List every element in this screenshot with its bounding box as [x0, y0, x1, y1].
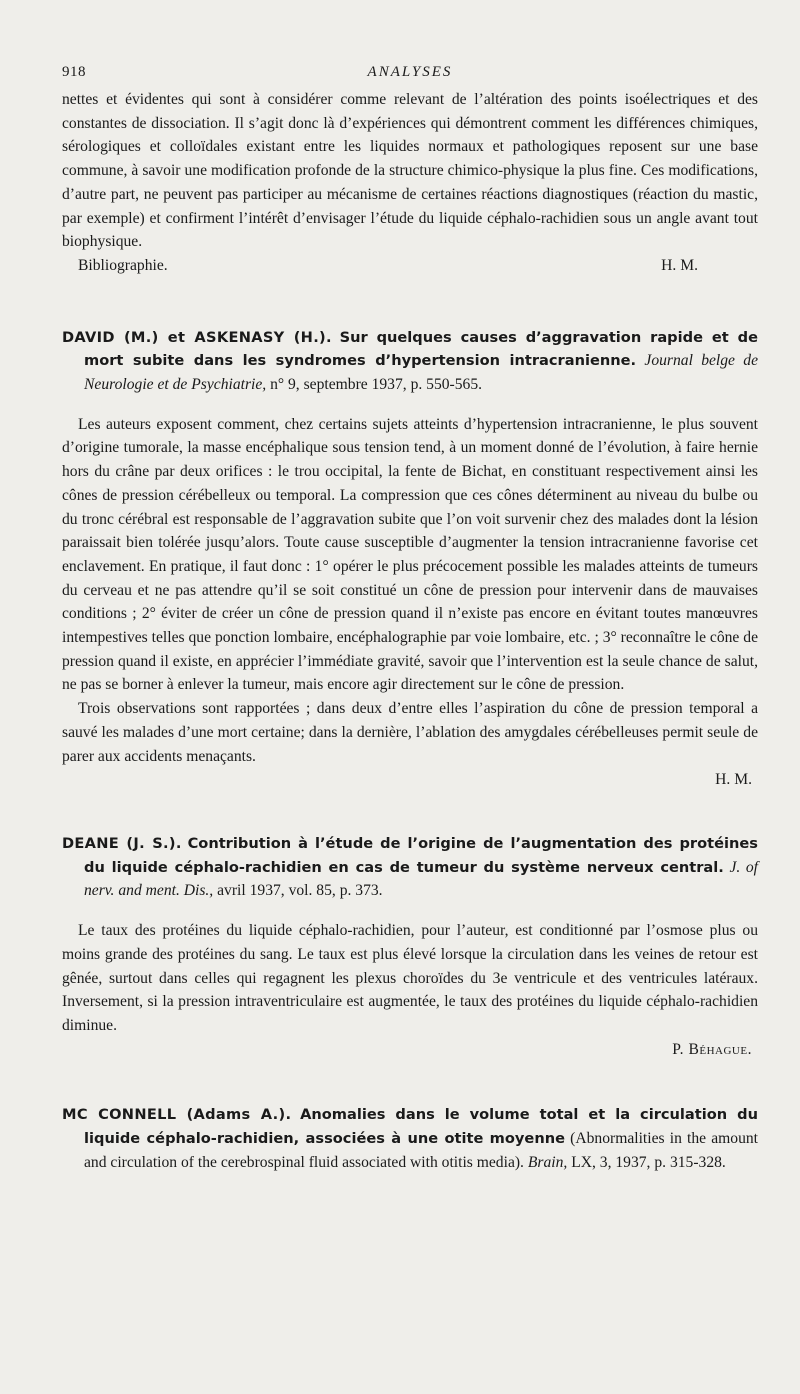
entry-journal: Journal belge de Neurologie et de Psychiatrie,: [84, 352, 758, 394]
entry-authors: DAVID (M.) et ASKENASY (H.).: [62, 328, 332, 346]
entry-journal: Brain,: [527, 1153, 568, 1171]
entry-heading: [62, 1103, 758, 1174]
entry-authors: MC CONNELL (Adams A.).: [62, 1106, 292, 1124]
entry-reference: LX, 3, 1937, p. 315-328.: [571, 1153, 726, 1171]
entry-heading: [62, 326, 758, 397]
entry-heading: [62, 832, 758, 903]
page-number: 918: [62, 64, 86, 80]
bibliography-label: Bibliographie.: [78, 256, 168, 274]
running-header: [62, 58, 758, 88]
entry-original-title: (Abnormalities in the amount and circulation of the cerebrospinal fluid associated with otitis media).: [84, 1130, 758, 1171]
signature: H. M.: [715, 771, 752, 789]
continued-abstract: [62, 88, 758, 254]
continued-paragraph: nettes et évidentes qui sont à considérer comme relevant de l’altération des points isoélectriques et des constantes de dissociation. Il s’agit donc là d’expériences qui démontrent comment les différences chimiques, sérologiques et colloïdales existant entre les liquides normaux et pathologiques reposent sur une base commune, à savoir une modification profonde de la structure chimico-physique la plus fine. Ces modifications, d’autre part, ne peuvent pas participer au mécanisme de certaines réactions diagnostiques (réaction du mastic, par exemple) et confirment l’intérêt d’envisager l’étude du liquide céphalo-rachidien sous un angle avant tout biophysique.: [62, 91, 758, 251]
entry-title: Sur quelques causes d’aggravation rapide et de mort subite dans les syndromes d’hypertension intracranienne.: [84, 328, 758, 370]
entry-reference: n° 9, septembre 1937, p. 550-565.: [270, 376, 483, 394]
entry-authors: DEANE (J. S.).: [62, 834, 182, 852]
signature: H. M.: [661, 256, 698, 274]
abstract-paragraph: Trois observations sont rapportées ; dans deux d’entre elles l’aspiration du cône de pression temporal a sauvé les malades d’une mort certaine; dans la dernière, l’ablation des amygdales cérébelleuses permit seule de parer aux accidents menaçants.: [62, 700, 758, 765]
running-title: ANALYSES: [367, 64, 453, 80]
entry-abstract: [62, 413, 758, 769]
signature: P. Béhague.: [672, 1040, 752, 1058]
entry-title: Anomalies dans le volume total et la circulation du liquide céphalo-rachidien, associées à une otite moyenne: [84, 1106, 758, 1148]
entry-reference: avril 1937, vol. 85, p. 373.: [217, 882, 383, 900]
entry-journal: J. of nerv. and ment. Dis.,: [84, 858, 758, 900]
bibliography-line: [62, 254, 758, 278]
entry-title: Contribution à l’étude de l’origine de l’augmentation des protéines du liquide céphalo-rachidien en cas de tumeur du système nerveux central.: [84, 834, 758, 876]
entry-abstract: [62, 919, 758, 1038]
abstract-paragraph: Les auteurs exposent comment, chez certains sujets atteints d’hypertension intracranienne, le plus souvent d’origine tumorale, la masse encéphalique sous tension tend, à un moment donné de l’évolution, à faire hernie hors du crâne par deux orifices : le trou occipital, la fente de Bichat, en constituant respectivement ainsi les cônes de pression cérébelleux ou temporal. La compression que ces cônes déterminent au niveau du bulbe ou du tronc cérébral est responsable de l’aggravation subite que l’on voit survenir chez des malades dont la lésion paraissait bien tolérée jusqu’alors. Toute cause susceptible d’augmenter la tension intracranienne favorise cet enclavement. En pratique, il faut donc : 1° opérer le plus précocement possible les malades atteints de tumeurs du cerveau et ne pas attendre qu’il se soit constitué un cône de pression pour intervenir dans de mauvaises conditions ; 2° éviter de créer un cône de pression quand il n’existe pas encore en évitant toutes manœuvres intempestives telles que ponction lombaire, encéphalographie par voie lombaire, etc. ; 3° reconnaître le cône de pression quand il existe, en apprécier l’immédiate gravité, savoir que l’intervention est la seule chance de salut, ne pas se borner à enlever la tumeur, mais encore agir directement sur le cône de pression.: [62, 415, 758, 694]
abstract-paragraph: Le taux des protéines du liquide céphalo-rachidien, pour l’auteur, est conditionné par l’osmose plus ou moins grande des protéines du sang. Le taux est plus élevé lorsque la circulation dans les veines de retour est gênée, surtout dans celles qui regagnent les plexus choroïdes du 3e ventricule et des ventricules latéraux. Inversement, si la pression intraventriculaire est augmentée, le taux des protéines du liquide céphalo-rachidien diminue.: [62, 922, 758, 1034]
